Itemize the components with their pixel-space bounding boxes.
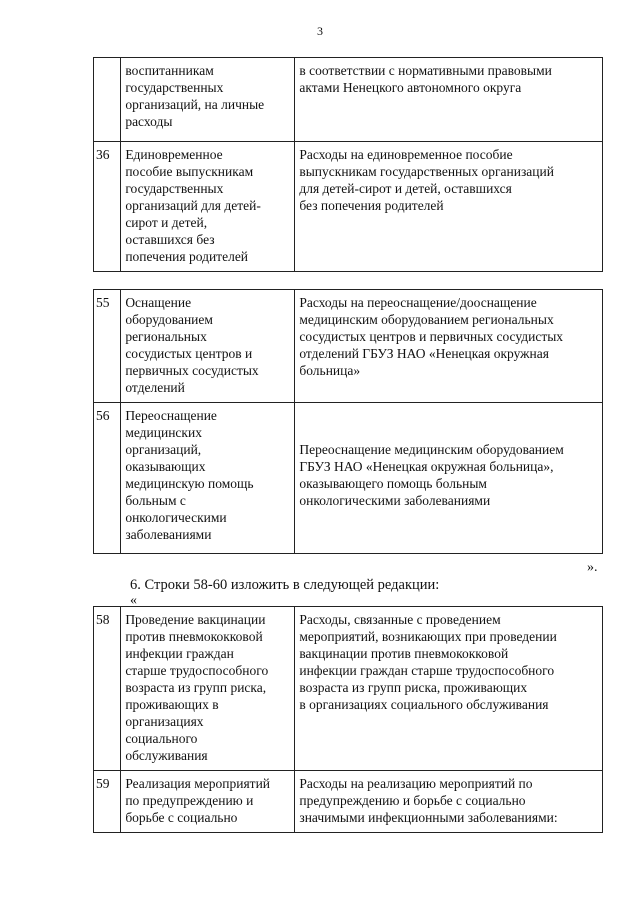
closing-quote: ». xyxy=(587,560,598,575)
row-number: 56 xyxy=(94,403,121,554)
item-name: Реализация мероприятий по предупреждению и борьбе с социально xyxy=(121,771,295,833)
item-description: в соответствии с нормативными правовыми актами Ненецкого автономного округа xyxy=(295,58,603,142)
page-number: 3 xyxy=(317,24,323,38)
item-description: Расходы на переоснащение/дооснащение медицинским оборудованием региональных сосудистых центров и первичных сосудистых отделений ГБУЗ НАО «Ненецкая окружная больница» xyxy=(295,290,603,403)
item-name: Проведение вакцинации против пневмококковой инфекции граждан старше трудоспособного возраста из групп риска, проживающих в организациях социального обслуживания xyxy=(121,607,295,771)
item-name: Оснащение оборудованием региональных сосудистых центров и первичных сосудистых отделений xyxy=(121,290,295,403)
table-row xyxy=(94,607,603,771)
table-row xyxy=(94,142,603,272)
table-row xyxy=(94,58,603,142)
table-continuation xyxy=(93,57,603,272)
item-description: Переоснащение медицинским оборудованием ГБУЗ НАО «Ненецкая окружная больница», оказывающего помощь больным онкологическими заболеваниями xyxy=(295,403,603,554)
row-number: 55 xyxy=(94,290,121,403)
item-name: Единовременное пособие выпускникам государственных организаций для детей- сирот и детей, оставшихся без попечения родителей xyxy=(121,142,295,272)
row-number: 36 xyxy=(94,142,121,272)
table-rows-58-59 xyxy=(93,606,603,833)
item-description: Расходы на реализацию мероприятий по предупреждению и борьбе с социально значимыми инфекционными заболеваниями: xyxy=(295,771,603,833)
table-row xyxy=(94,290,603,403)
item-description: Расходы на единовременное пособие выпускникам государственных организаций для детей-сирот и детей, оставшихся без попечения родителей xyxy=(295,142,603,272)
item-description: Расходы, связанные с проведением мероприятий, возникающих при проведении вакцинации против пневмококковой инфекции граждан старше трудоспособного возраста из групп риска, проживающих в организациях социального обслуживания xyxy=(295,607,603,771)
item-name: воспитанникам государственных организаций, на личные расходы xyxy=(121,58,295,142)
table-row xyxy=(94,771,603,833)
item-name: Переоснащение медицинских организаций, оказывающих медицинскую помощь больным с онкологическими заболеваниями xyxy=(121,403,295,554)
amendment-paragraph: 6. Строки 58-60 изложить в следующей редакции: xyxy=(130,577,440,593)
row-number xyxy=(94,58,121,142)
row-number: 59 xyxy=(94,771,121,833)
table-rows-55-56 xyxy=(93,289,603,554)
table-row xyxy=(94,403,603,554)
row-number: 58 xyxy=(94,607,121,771)
opening-quote: « xyxy=(130,593,137,608)
